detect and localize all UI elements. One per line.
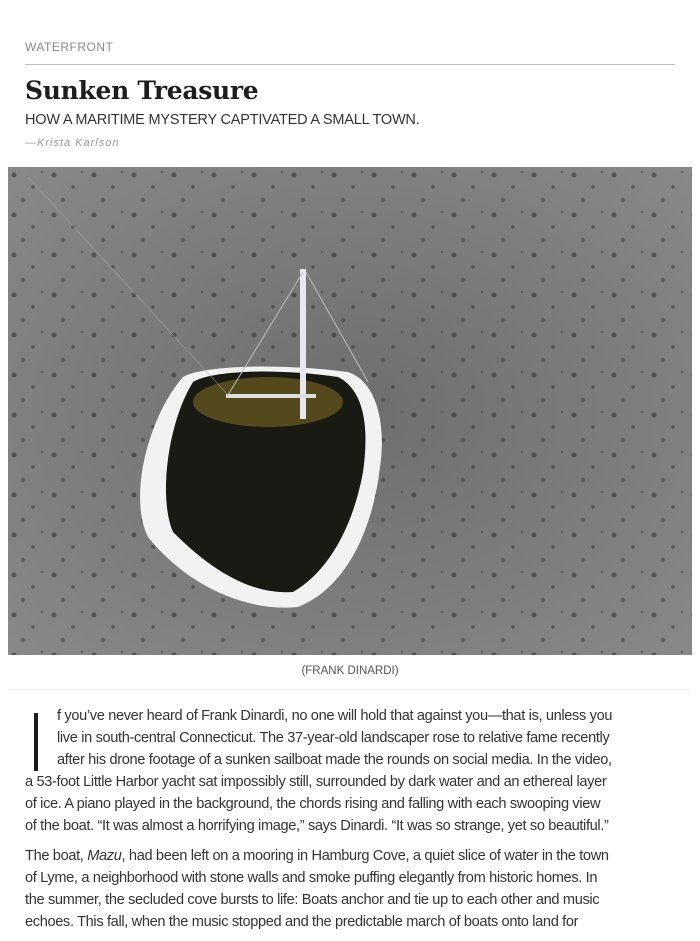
text-line bbox=[25, 845, 675, 867]
section-label: WATERFRONT bbox=[25, 40, 114, 54]
paragraph-1 bbox=[25, 705, 675, 837]
boat-name: Mazu bbox=[87, 848, 122, 864]
text-line: of Lyme, a neighborhood with stone walls and smoke puffing elegantly from historic homes. In bbox=[25, 870, 598, 886]
text-line: after his drone footage of a sunken sailboat made the rounds on social media. In the video, bbox=[57, 752, 612, 768]
paragraph-2 bbox=[25, 845, 675, 933]
text-line: of ice. A piano played in the background, the chords rising and falling with each swooping view bbox=[25, 796, 601, 812]
text-line: the summer, the secluded cove bursts to life: Boats anchor and tie up to each other and music bbox=[25, 892, 600, 908]
drop-cap bbox=[34, 713, 38, 771]
article-title: Sunken Treasure bbox=[25, 76, 259, 105]
text-line: f you’ve never heard of Frank Dinardi, no one will hold that against you—that is, unless you bbox=[57, 708, 613, 724]
text-line: echoes. This fall, when the music stopped and the predictable march of boats onto land for bbox=[25, 914, 579, 930]
photo-caption: (FRANK DINARDI) bbox=[301, 665, 399, 677]
text-line: live in south-central Connecticut. The 37-year-old landscaper rose to relative fame recently bbox=[57, 730, 610, 746]
text-line: a 53-foot Little Harbor yacht sat impossibly still, surrounded by dark water and an ethereal layer bbox=[25, 774, 607, 790]
article-subtitle: HOW A MARITIME MYSTERY CAPTIVATED A SMALL TOWN. bbox=[25, 112, 420, 128]
article-photo bbox=[8, 167, 692, 655]
text-line: of the boat. “It was almost a horrifying image,” says Dinardi. “It was so strange, yet so beautiful.” bbox=[25, 818, 609, 834]
text: The boat, bbox=[25, 848, 88, 864]
text: , had been left on a mooring in Hamburg Cove, a quiet slice of water in the town bbox=[121, 848, 609, 864]
article-body bbox=[25, 705, 675, 941]
header-divider bbox=[25, 64, 675, 65]
byline: —Krista Karlson bbox=[25, 137, 120, 149]
caption-divider bbox=[8, 689, 692, 690]
